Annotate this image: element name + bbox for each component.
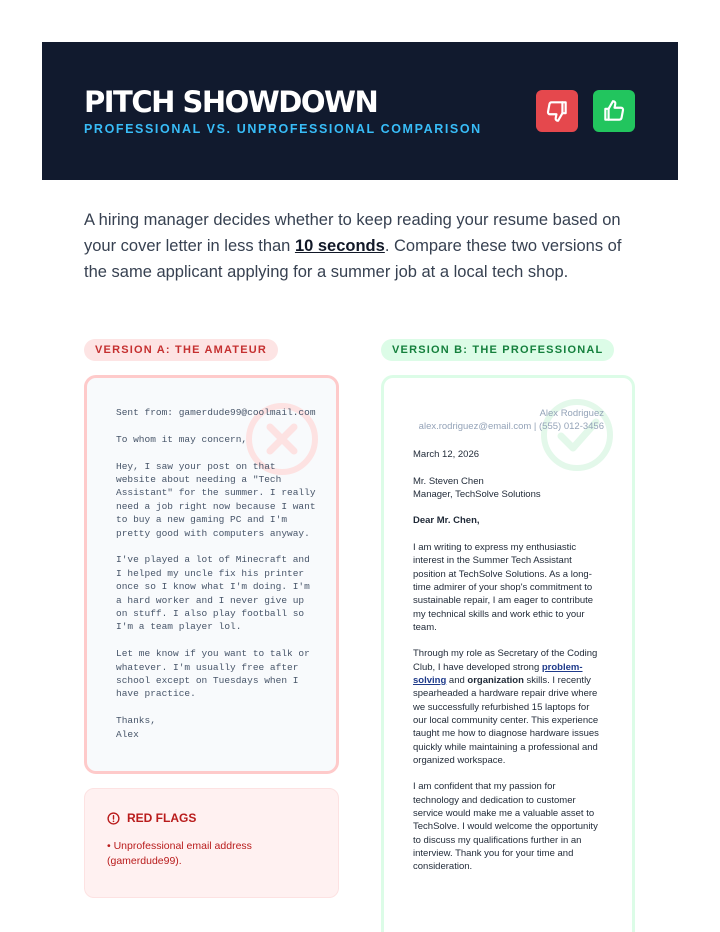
intro-emphasis: 10 seconds (294, 237, 385, 255)
intro-text: A hiring manager decides whether to keep reading your resume based on your cover letter in less than (84, 211, 621, 255)
salutation: Dear Mr. Chen, (413, 515, 480, 527)
recipient-name: Mr. Steven Chen (413, 475, 484, 487)
intro-text-end: . Compare these two versions of the same applicant applying for a summer job at a local tech shop. (84, 237, 622, 281)
para-text: and (446, 675, 468, 687)
recipient-title: Manager, TechSolve Solutions (413, 488, 541, 500)
highlight-problem-solving: problem-solving (413, 661, 583, 687)
version-b-label: VERSION B: THE PROFESSIONAL (381, 339, 614, 361)
red-flags-box (84, 788, 339, 898)
letter-line: Hey, I saw your post on that website about needing a "Tech Assistant" for the summer. I really need a job right now because I want to buy a new gaming PC and I'm pretty good with computers anyway. (116, 460, 316, 539)
professional-letter-text (413, 448, 603, 887)
para-text: Through my role as Secretary of the Coding Club, I have developed strong (413, 648, 598, 673)
version-b-letter (381, 375, 635, 932)
red-flag-item: • Unprofessional email address (gamerdude99). (107, 840, 252, 867)
highlight-organization: organization (467, 675, 524, 687)
header-banner (42, 42, 678, 180)
page-subtitle: PROFESSIONAL VS. UNPROFESSIONAL COMPARISON (84, 122, 482, 136)
letter-line: Thanks, Alex (116, 715, 156, 740)
thumbs-down-icon (536, 90, 578, 132)
letter-line: To whom it may concern, (116, 433, 248, 445)
sender-block (419, 407, 604, 433)
red-flags-title: RED FLAGS (127, 811, 197, 825)
amateur-letter-text (116, 406, 316, 754)
version-a-letter (84, 375, 339, 774)
para-text: skills. I recently spearheaded a hardware repair drive where we successfully refurbished 15 laptops for our local community center. This experience taught me how to diagnose hardware issues quickly while maintaining a professional and organized workspace. (413, 675, 599, 766)
page-title: PITCH SHOWDOWN (84, 85, 378, 119)
version-a-label: VERSION A: THE AMATEUR (84, 339, 278, 361)
thumbs-up-icon (593, 90, 635, 132)
sender-name: Alex Rodriguez (539, 408, 604, 419)
letter-paragraph (413, 647, 603, 767)
intro-paragraph (84, 207, 644, 285)
recipient-block (413, 475, 603, 502)
red-flags-heading (107, 811, 196, 825)
letter-line: Let me know if you want to talk or whatever. I'm usually free after school except on Tuesdays when I have practice. (116, 648, 310, 700)
letter-paragraph: I am writing to express my enthusiastic interest in the Summer Tech Assistant position at TechSolve Solutions. As a long-time admirer of your shop's commitment to sustainable repair, I am eager to contribute my technical skills and work ethic to your team. (413, 542, 594, 633)
letter-line: I've played a lot of Minecraft and I helped my uncle fix his printer once so I know what I'm doing. I'm a hard worker and I never give up on stuff. I also play football so I'm a team player lol. (116, 554, 310, 633)
letter-date: March 12, 2026 (413, 449, 480, 460)
alert-circle-icon (107, 812, 120, 825)
letter-paragraph: I am confident that my passion for technology and dedication to customer service would make me a valuable asset to TechSolve. I would welcome the opportunity to discuss my qualifications further in an interview. Thank you for your time and consideration. (413, 781, 598, 873)
letter-line: Sent from: gamerdude99@coolmail.com (116, 407, 316, 418)
sender-contact: alex.rodriguez@email.com | (555) 012-3456 (418, 421, 604, 432)
